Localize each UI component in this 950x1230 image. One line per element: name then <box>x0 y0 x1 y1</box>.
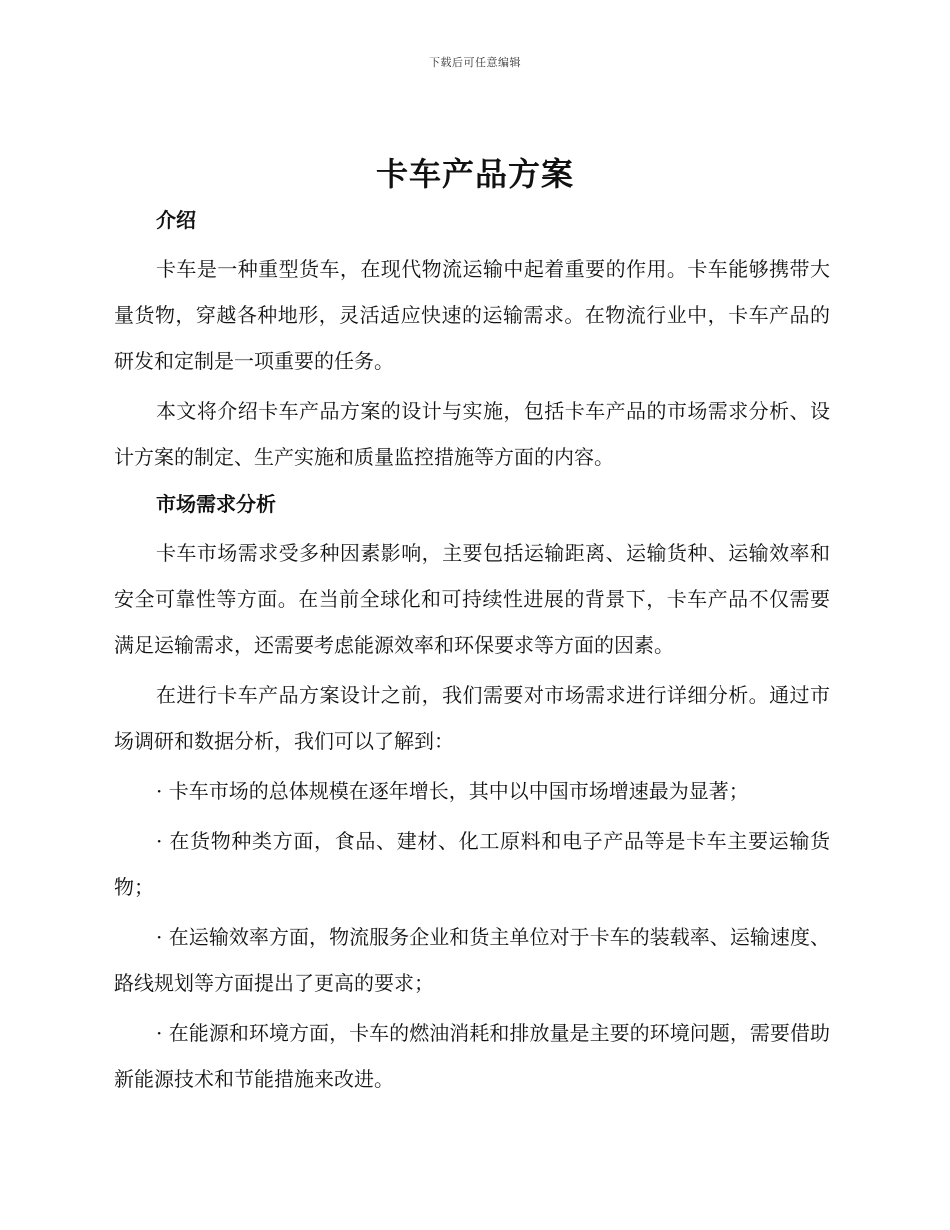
document-title: 卡车产品方案 <box>375 155 574 193</box>
section-market-analysis <box>114 484 830 1102</box>
paragraph: 在进行卡车产品方案设计之前，我们需要对市场需求进行详细分析。通过市场调研和数据分析，我们可以了解到： <box>114 683 830 753</box>
document-body <box>114 200 830 1106</box>
bullet-item: · 在运输效率方面，物流服务企业和货主单位对于卡车的装载率、运输速度、路线规划等方面提出了更高的要求； <box>114 925 830 995</box>
section-heading: 市场需求分析 <box>156 492 276 516</box>
bullet-item: · 卡车市场的总体规模在逐年增长，其中以中国市场增速最为显著； <box>156 779 749 803</box>
bullet-item: · 在能源和环境方面，卡车的燃油消耗和排放量是主要的环境问题，需要借助新能源技术和节能措施来改进。 <box>114 1021 830 1091</box>
section-introduction <box>114 200 830 480</box>
paragraph: 卡车市场需求受多种因素影响，主要包括运输距离、运输货种、运输效率和安全可靠性等方面。在当前全球化和可持续性进展的背景下，卡车产品不仅需要满足运输需求，还需要考虑能源效率和环保要求等方面的因素。 <box>114 541 830 657</box>
bullet-item: · 在货物种类方面，食品、建材、化工原料和电子产品等是卡车主要运输货物； <box>114 829 830 899</box>
paragraph: 本文将介绍卡车产品方案的设计与实施，包括卡车产品的市场需求分析、设计方案的制定、生产实施和质量监控措施等方面的内容。 <box>114 399 830 469</box>
section-heading: 介绍 <box>156 208 196 232</box>
header-note: 下载后可任意编辑 <box>429 56 521 69</box>
paragraph: 卡车是一种重型货车，在现代物流运输中起着重要的作用。卡车能够携带大量货物，穿越各种地形，灵活适应快速的运输需求。在物流行业中，卡车产品的研发和定制是一项重要的任务。 <box>114 257 830 373</box>
